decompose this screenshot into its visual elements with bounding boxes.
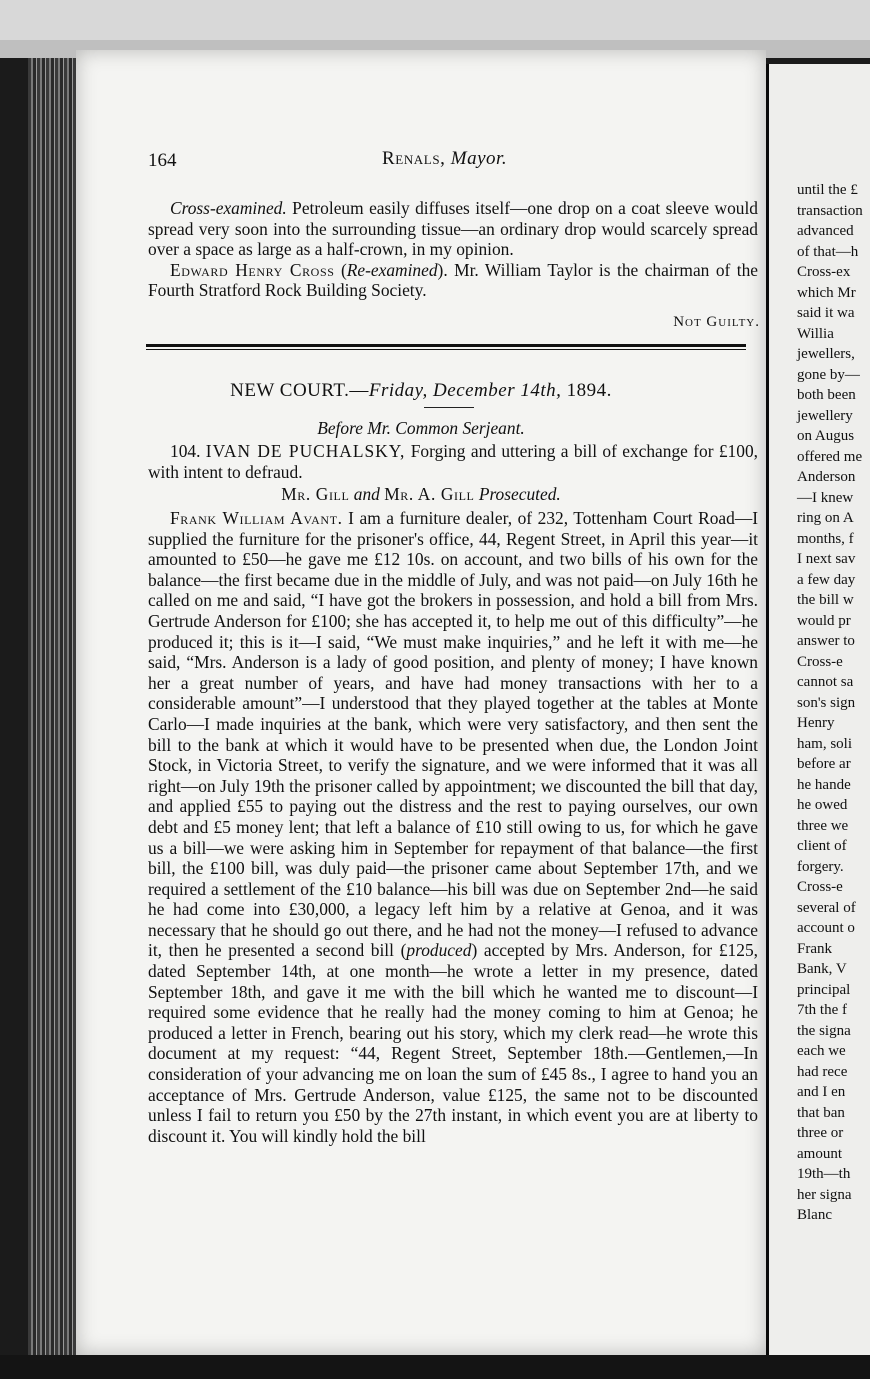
court-name: NEW COURT.— xyxy=(230,380,369,401)
reexamination-text: . Mr. William Taylor is the chairman of the Fourth Stratford Rock Building Society. xyxy=(148,259,759,301)
facing-page-line: Bank, V xyxy=(797,961,847,977)
facing-page-line: amount xyxy=(797,1145,842,1162)
facing-page-line: ring on A xyxy=(797,510,854,526)
facing-page-line: Henry xyxy=(797,715,835,731)
facing-page-line: forgery. xyxy=(797,858,844,875)
presiding-judge: Before Mr. Common Serjeant. xyxy=(317,418,525,438)
facing-page-line: Cross-ex xyxy=(797,264,851,280)
counsel-line xyxy=(76,484,766,505)
cross-examined-label: Cross-examined. xyxy=(170,198,287,218)
facing-page-line: offered me xyxy=(797,448,863,465)
facing-page-line: the bill w xyxy=(797,592,854,608)
facing-page-line: would pr xyxy=(797,612,851,629)
facing-page-line: cannot sa xyxy=(797,674,854,690)
facing-page-line: months, f xyxy=(797,530,854,547)
facing-page-line: before ar xyxy=(797,756,851,772)
background-bottom xyxy=(0,1355,870,1379)
facing-page-line: I next sav xyxy=(797,551,856,567)
case-heading xyxy=(148,441,758,482)
facing-page-line: several of xyxy=(797,899,856,916)
section-divider-thin xyxy=(146,349,746,350)
facing-page-line: and I en xyxy=(797,1084,846,1100)
facing-page-line: Cross-e xyxy=(797,653,843,670)
heading-rule xyxy=(424,407,474,408)
facing-page-line: principal xyxy=(797,981,851,998)
facing-page-line: jewellery xyxy=(797,407,853,424)
facing-page xyxy=(765,64,870,1358)
facing-page-line: until the £ xyxy=(797,182,858,198)
facing-page-line: which Mr xyxy=(797,284,856,301)
court-year: 1894. xyxy=(561,380,612,401)
cross-examination-text: Petroleum easily diffuses itself—one drop on a coat sleeve would spread very soon into the surrounding tissue—an ordinary drop would scarcely spread over a space as large as a half-crown, in my opinion. xyxy=(148,198,758,260)
produced-label: produced xyxy=(406,940,472,961)
facing-page-line: on Augus xyxy=(797,428,855,444)
court-heading xyxy=(76,380,766,402)
facing-page-line: 7th the f xyxy=(797,1002,847,1018)
reexamined-label: Re-examined xyxy=(346,259,438,280)
page-number: 164 xyxy=(148,150,177,171)
facing-page-line: Blanc xyxy=(797,1207,832,1223)
facing-page-line: of that—h xyxy=(797,243,859,260)
facing-page-line: Willia xyxy=(797,325,834,342)
court-date: Friday, December 14th, xyxy=(368,380,562,401)
testimony-text-1: I am a furniture dealer, of 232, Tottenham Court Road—I supplied the furniture for the prisoner's office, 44, Regent Street, in April this year—it amounted to £50—he gave me £12 10s. on account, and two bills of his own for the balance—the first became due in the middle of July, and was not paid—on July 16th he called on me and said, “I have got the brokers in possession, and hold a bill from Mrs. Gertrude Anderson for £100; she has accepted it, to help me out of this difficulty”—he produced it; this is it—I said, “We must make inquiries,” and he left it with me—he said, “Mrs. Anderson is a lady of good position, and plenty of money; I have known her a great number of years, and have had money transactions with her to a considerable amount”—I understood that they played together at the tables at Monte Carlo—I made inquiries at the bank, which were very satisfactory, and then sent the bill to the bank at which it would have to be presented when due, the London Joint Stock, in Victoria Street, to verify the signature, and we were informed that it was all right—on July 19th the prisoner called by appointment; we discounted the bill that day, and applied £55 to paying out the distress and the rest to paying ourselves, our own debt and £5 money lent; that left a balance of £10 still owing to us, for which he gave us a bill—we were asking him in September for repayment of that balance—the first bill, the £100 bill, was duly paid—the prisoner came about September 17th, and we required a settlement of the £10 balance—his bill was due on September 2nd—he said he had come into £30,000, a legacy left him by a relative at Genoa, and it was necessary that he should go out there, and he had not the money—I refused to advance it, then he presented a second bill ( xyxy=(148,508,759,961)
section-divider xyxy=(146,344,746,347)
facing-page-line: three we xyxy=(797,817,849,834)
facing-page-line: the signa xyxy=(797,1022,851,1039)
counsel-b: Mr. A. Gill xyxy=(384,484,475,504)
facing-page-line: advanced xyxy=(797,223,854,239)
witness-name: Edward Henry Cross xyxy=(170,259,335,280)
book-spine xyxy=(28,58,80,1358)
running-title-name: Renals, xyxy=(382,148,446,169)
defendant-name: IVAN DE PUCHALSKY, xyxy=(205,441,406,461)
facing-page-line: Cross-e xyxy=(797,879,843,895)
testimony-text-2: ) accepted by Mrs. Anderson, for £125, dated September 14th, at one month—he wrote a letter in my presence, dated September 18th, and gave it me with the bill which he wanted me to discount—I required some evidence that he really had the money coming to him at Genoa; he produced a letter in French, bearing out his story, which my clerk read—he wrote this document at my request: “44, Regent Street, September 18th.—Gentlemen,—In consideration of your advancing me on loan the sum of £45 8s., I agree to hand you an acceptance of Mrs. Gertrude Anderson, value £125, the same not to be discounted unless I fail to return you £50 by the 27th instant, in which event you are at liberty to discount it. You will kindly hold the bill xyxy=(148,940,758,1146)
counsel-and: and xyxy=(349,484,385,504)
facing-page-line: answer to xyxy=(797,633,855,649)
facing-page-line: client of xyxy=(797,838,847,854)
facing-page-line: he hande xyxy=(797,776,851,793)
verdict: Not Guilty. xyxy=(673,314,760,330)
facing-page-line: gone by— xyxy=(797,366,860,383)
facing-page-line: transaction xyxy=(797,202,863,219)
facing-page-line: ham, soli xyxy=(797,735,852,752)
testimony-paragraph xyxy=(148,508,758,1146)
prev-case-block xyxy=(148,198,758,301)
facing-page-line: jewellers, xyxy=(797,346,855,362)
facing-page-line: Frank xyxy=(797,940,832,957)
running-title-role: Mayor. xyxy=(450,148,508,169)
case-number: 104. xyxy=(170,441,201,461)
cross-examination-paragraph xyxy=(148,198,758,260)
facing-page-line: 19th—th xyxy=(797,1166,851,1182)
facing-page-line: her signa xyxy=(797,1186,852,1203)
reexamination-paragraph: Edward Henry Cross (Re-examined). Mr. William Taylor is the chairman of the Fourth Stratford Rock Building Society. xyxy=(148,259,759,301)
case-block xyxy=(148,441,758,482)
facing-page-line: he owed xyxy=(797,797,848,813)
charge-text: Forging and uttering a bill of exchange for £100, with intent to defraud. xyxy=(148,441,758,482)
facing-page-line: that ban xyxy=(797,1104,845,1121)
facing-page-line: three or xyxy=(797,1125,844,1141)
counsel-a: Mr. Gill xyxy=(281,484,350,504)
facing-page-line: each we xyxy=(797,1043,846,1059)
facing-page-line: had rece xyxy=(797,1063,848,1080)
facing-page-line: Anderson xyxy=(797,469,856,485)
facing-page-line: —I knew xyxy=(797,489,854,506)
facing-page-line: said it wa xyxy=(797,305,855,321)
facing-page-line: account o xyxy=(797,920,855,936)
testimony-block xyxy=(148,508,758,1146)
book-page xyxy=(76,50,766,1355)
facing-page-line: a few day xyxy=(797,571,856,588)
running-title xyxy=(382,148,507,170)
facing-page-line: both been xyxy=(797,387,856,403)
testimony-witness: Frank William Avant. xyxy=(170,508,343,528)
counsel-role: Prosecuted. xyxy=(474,484,561,504)
facing-page-line: son's sign xyxy=(797,694,856,711)
